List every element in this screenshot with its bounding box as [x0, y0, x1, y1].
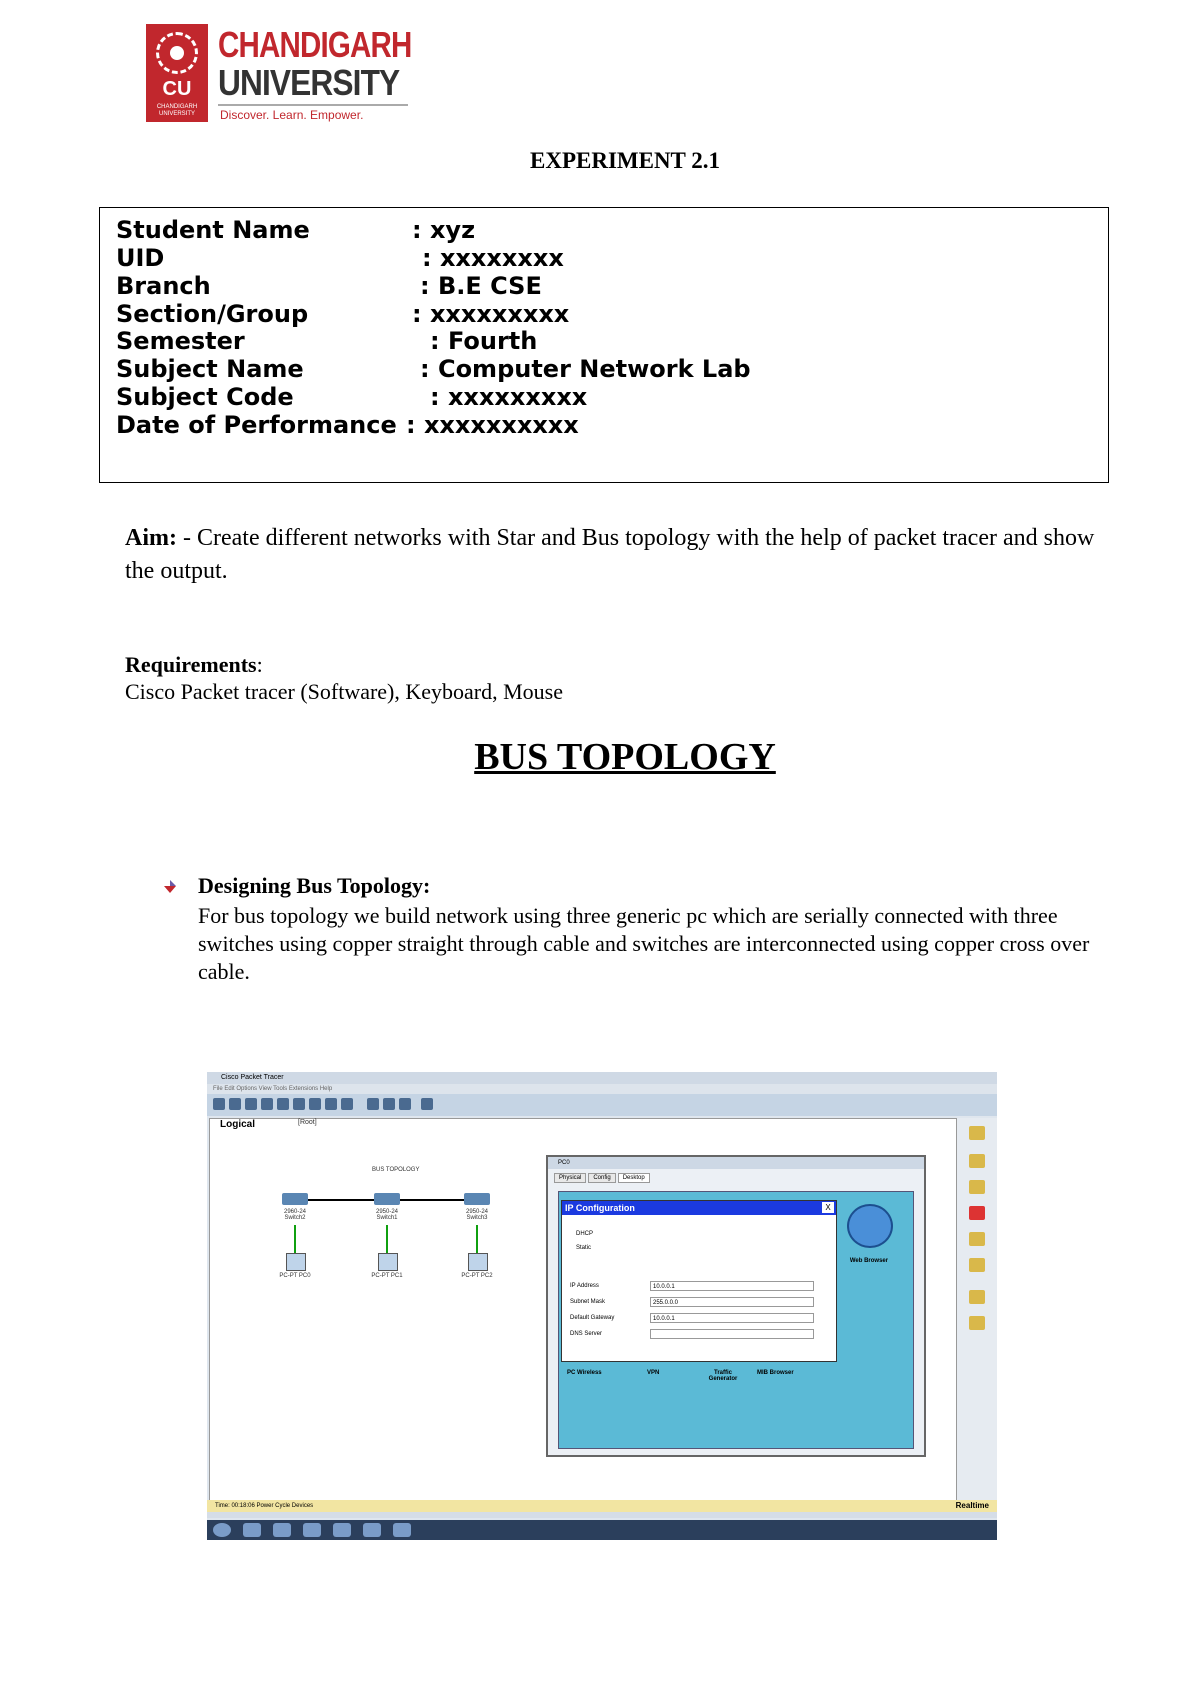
- info-label: UID: [116, 244, 165, 272]
- delete-icon[interactable]: [969, 1206, 985, 1220]
- ie-icon[interactable]: [243, 1523, 261, 1537]
- logical-workspace: [209, 1118, 957, 1502]
- pc-device: [378, 1253, 398, 1271]
- paste-icon: [309, 1098, 321, 1110]
- switch-label: 2960-24 Switch2: [283, 1209, 307, 1221]
- pc-label: PC-PT PC2: [461, 1273, 493, 1279]
- requirements-heading: [125, 652, 263, 678]
- note-icon[interactable]: [969, 1180, 985, 1194]
- zoom-in-icon: [367, 1098, 379, 1110]
- info-label: Section/Group: [116, 300, 309, 328]
- tab-config[interactable]: Config: [588, 1173, 615, 1183]
- switch-device: [374, 1193, 400, 1205]
- undo-icon: [325, 1098, 337, 1110]
- straight-link: [386, 1225, 388, 1253]
- subnet-mask-field[interactable]: 255.0.0.0: [650, 1297, 814, 1307]
- save-icon: [245, 1098, 257, 1110]
- select-icon[interactable]: [969, 1126, 985, 1140]
- copy-icon: [293, 1098, 305, 1110]
- info-value: : xxxxxxxxxx: [406, 411, 579, 439]
- zoom-out-icon: [399, 1098, 411, 1110]
- ip-configuration-window: [561, 1200, 837, 1362]
- device-panel: [207, 1512, 997, 1518]
- info-value: : B.E CSE: [420, 272, 542, 300]
- media-icon[interactable]: [303, 1523, 321, 1537]
- ip-address-label: IP Address: [570, 1283, 599, 1289]
- design-text: For bus topology we build network using three generic pc which are serially connected with three switches using copper straight through cable and switches are interconnected using copper cross over cable.: [198, 903, 1090, 984]
- default-gateway-field[interactable]: 10.0.0.1: [650, 1313, 814, 1323]
- explorer-icon[interactable]: [273, 1523, 291, 1537]
- default-gateway-label: Default Gateway: [570, 1315, 615, 1321]
- aim-paragraph: [125, 522, 1095, 588]
- tab-root: [Root]: [298, 1119, 317, 1126]
- close-icon[interactable]: X: [822, 1202, 834, 1213]
- student-info-box: [99, 207, 1109, 483]
- info-value: : xxxxxxxxx: [412, 300, 570, 328]
- info-value: : xyz: [412, 216, 476, 244]
- palette-icon: [421, 1098, 433, 1110]
- ip-address-field[interactable]: 10.0.0.1: [650, 1281, 814, 1291]
- move-icon[interactable]: [969, 1154, 985, 1168]
- info-label: Subject Name: [116, 355, 304, 383]
- packet-tracer-screenshot: [207, 1072, 997, 1540]
- switch-label: 2950-24 Switch3: [465, 1209, 489, 1221]
- tab-physical[interactable]: Physical: [554, 1173, 586, 1183]
- app-traffic-generator[interactable]: Traffic Generator: [708, 1370, 738, 1382]
- app-icon[interactable]: [363, 1523, 381, 1537]
- static-radio[interactable]: Static: [576, 1245, 592, 1251]
- straight-link: [476, 1225, 478, 1253]
- resize-icon[interactable]: [969, 1258, 985, 1272]
- info-label: Student Name: [116, 216, 310, 244]
- open-icon: [229, 1098, 241, 1110]
- desktop-panel: [558, 1191, 914, 1449]
- dhcp-radio[interactable]: DHCP: [576, 1231, 594, 1237]
- packet-tracer-icon[interactable]: [393, 1523, 411, 1537]
- window-title: Cisco Packet Tracer: [207, 1072, 997, 1084]
- wizard-icon: [277, 1098, 289, 1110]
- requirements-text: Cisco Packet tracer (Software), Keyboard, Mouse: [125, 679, 564, 704]
- logo-emblem-text: CU: [162, 78, 192, 100]
- aim-label: Aim:: [125, 525, 177, 551]
- info-label: Subject Code: [116, 383, 294, 411]
- simple-pdu-icon[interactable]: [969, 1290, 985, 1304]
- pc-device: [468, 1253, 488, 1271]
- info-label: Semester: [116, 327, 245, 355]
- app-pc-wireless[interactable]: PC Wireless: [567, 1370, 602, 1376]
- dns-server-label: DNS Server: [570, 1331, 603, 1337]
- info-value: : xxxxxxxx: [422, 244, 564, 272]
- experiment-title: EXPERIMENT 2.1: [530, 148, 720, 173]
- inspect-icon[interactable]: [969, 1232, 985, 1246]
- firefox-icon[interactable]: [333, 1523, 351, 1537]
- aim-text-2: the output.: [125, 558, 228, 584]
- web-browser-app[interactable]: [839, 1200, 899, 1270]
- straight-link: [294, 1225, 296, 1253]
- app-vpn[interactable]: VPN: [647, 1370, 660, 1376]
- dialog-title: PC0: [548, 1157, 924, 1169]
- pc-label: PC-PT PC1: [371, 1273, 403, 1279]
- complex-pdu-icon[interactable]: [969, 1316, 985, 1330]
- logo-divider: [218, 104, 408, 106]
- windows-taskbar: [207, 1520, 997, 1540]
- university-logo: [146, 24, 426, 122]
- logo-tagline: Discover. Learn. Empower.: [220, 108, 364, 122]
- info-label: Date of Performance: [116, 411, 397, 439]
- start-icon[interactable]: [213, 1523, 231, 1537]
- tab-logical: Logical: [220, 1119, 256, 1130]
- ip-config-title: IP Configuration: [562, 1201, 836, 1215]
- section-title: BUS TOPOLOGY: [474, 736, 776, 778]
- logo-emblem: [146, 24, 208, 122]
- app-mib-browser[interactable]: MIB Browser: [757, 1370, 794, 1376]
- logo-emblem-small-text: CHANDIGARH UNIVERSITY: [156, 104, 198, 117]
- arrow-bullet-icon: [163, 880, 177, 894]
- info-value: : xxxxxxxxx: [430, 383, 588, 411]
- toolbar: [207, 1094, 997, 1116]
- web-browser-label: Web Browser: [849, 1258, 889, 1264]
- info-value: : Computer Network Lab: [420, 355, 751, 383]
- realtime-mode[interactable]: Realtime: [955, 1501, 989, 1510]
- requirements-label: Requirements: [125, 652, 257, 677]
- web-browser-icon: [847, 1204, 893, 1248]
- pc0-dialog: [546, 1155, 926, 1457]
- canvas-label: BUS TOPOLOGY: [372, 1167, 420, 1173]
- menu-bar: File Edit Options View Tools Extensions Help: [207, 1084, 997, 1094]
- subnet-mask-label: Subnet Mask: [570, 1299, 606, 1305]
- design-heading: Designing Bus Topology:: [198, 873, 431, 898]
- info-value: : Fourth: [430, 327, 538, 355]
- requirements-colon: :: [256, 652, 263, 677]
- redo-icon: [341, 1098, 353, 1110]
- print-icon: [261, 1098, 273, 1110]
- pc-label: PC-PT PC0: [279, 1273, 311, 1279]
- logo-line1: CHANDIGARH: [218, 24, 412, 65]
- logo-line2: UNIVERSITY: [218, 62, 400, 103]
- dns-server-field[interactable]: [650, 1329, 814, 1339]
- switch-label: 2950-24 Switch1: [375, 1209, 399, 1221]
- switch-device: [282, 1193, 308, 1205]
- tab-desktop[interactable]: Desktop: [618, 1173, 650, 1183]
- aim-text: - Create different networks with Star and Bus topology with the help of packet tracer and show: [176, 525, 1095, 551]
- dialog-tabs: [554, 1173, 652, 1183]
- gear-icon: [156, 32, 198, 74]
- new-icon: [213, 1098, 225, 1110]
- pc-device: [286, 1253, 306, 1271]
- right-toolbar: [957, 1118, 997, 1500]
- info-label: Branch: [116, 272, 211, 300]
- switch-device: [464, 1193, 490, 1205]
- status-time: Time: 00:18:06 Power Cycle Devices: [215, 1503, 314, 1509]
- zoom-reset-icon: [383, 1098, 395, 1110]
- status-bar: [207, 1500, 997, 1512]
